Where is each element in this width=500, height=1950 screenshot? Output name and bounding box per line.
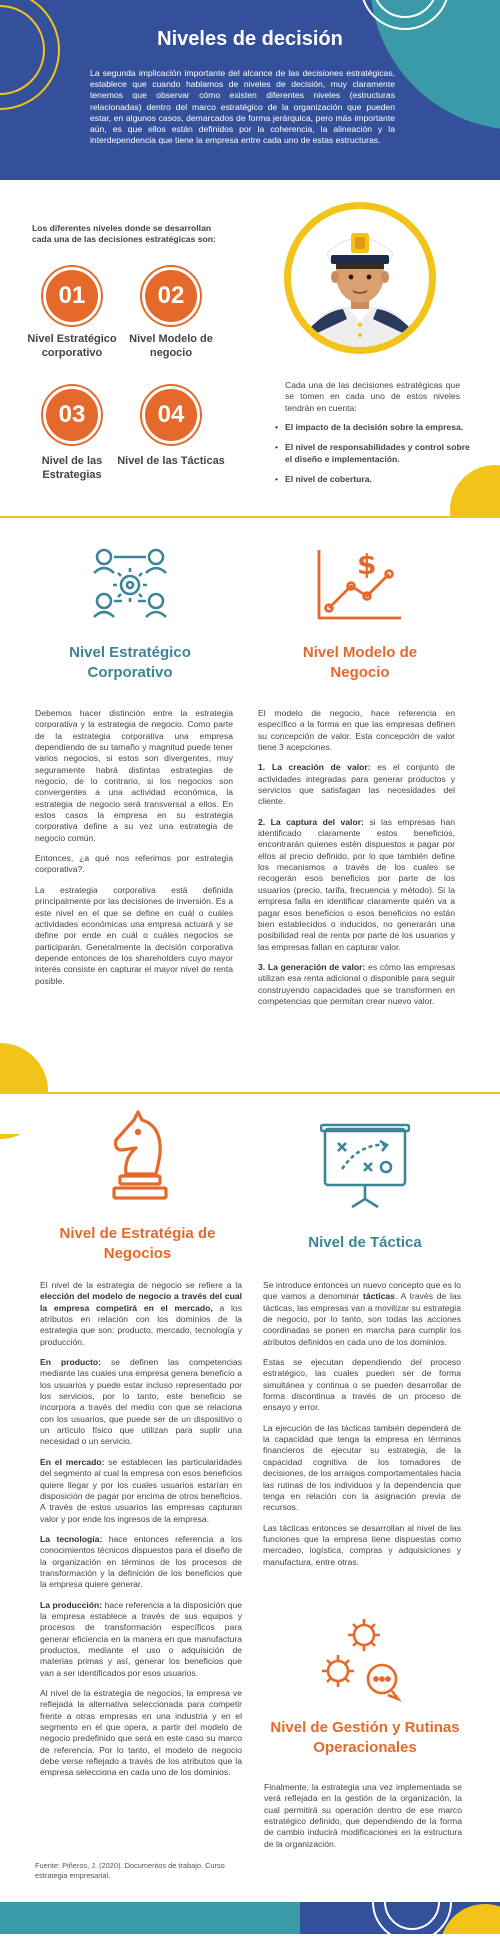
paragraph: Finalmente, la estrategia una vez implementada se verá reflejada en la gestión de la organización, la cual permitirá su operación dentro de ese marco estratégico definido, que dependiendo de la forma de cambio inducirá modificaciones en la estructura de la organización. xyxy=(264,1782,462,1849)
paragraph: Se introduce entonces un nuevo concepto que es lo que vamos a denominar tácticas. A través de las tácticas, las empresas van a movilizar su estrategia de negocio, por lo tanto, son todas las acciones coordinadas se ponen en marcha para cumplir los atributos definidos en cada uno de los dominios. xyxy=(263,1280,461,1347)
divider-mask xyxy=(440,518,500,558)
list-item: • El impacto de la decisión sobre la empresa. xyxy=(275,422,470,433)
footer-bar xyxy=(0,1902,500,1934)
source-citation: Fuente: Piñeros, J. (2020). Documentos de trabajo. Curso estrategia empresarial. xyxy=(35,1861,225,1880)
section-divider xyxy=(0,516,500,518)
levels-intro: Los diferentes niveles donde se desarrollan cada una de las decisiones estratégicas son: xyxy=(32,223,216,245)
paragraph: En el mercado: se establecen las particularidades del segmento al cual la empresa con esos beneficios quiere llegar y por los cuales usuarios estarían en disposición de pagar por encima de otros beneficios. A través de estos usuarios las empresas capturan valor y por ende los ingresos de la empresa. xyxy=(40,1456,242,1524)
level-number-badge: 01 xyxy=(43,267,101,325)
paragraph: Estas se ejecutan dependiendo del proceso estratégico, las cuales pueden ser de forma simultánea y continua o se pueden desarrollar de forma discontinua a través de un proceso de ensayo y error. xyxy=(263,1357,461,1413)
aspects-intro: Cada una de las decisiones estratégicas que se tomen en cada uno de estos niveles tendrán en cuenta: xyxy=(285,380,460,413)
paragraph: 2. La captura del valor: si las empresas han identificado claramente estos beneficios, encontrarán quienes estén dispuestos a pagar por ellos al precio definido, por lo que también define los mecanismos a través de los cuales se recogerán esos beneficios por parte de los usuarios (precio, tarifa, frecuencia y método). Si la empresa falla en identificar claramente quién va a pagar esos beneficios o esos beneficios no están bien establecidos o inducidos, no generarán una posibilidad real de renta por parte de los usuarios y las empresas fallan en capturar valor. xyxy=(258,816,456,952)
chess-knight-icon xyxy=(108,1110,172,1202)
paragraph: Entonces, ¿a qué nos referimos por estrategia corporativa?. xyxy=(35,853,233,875)
tactica-text xyxy=(263,1280,461,1577)
paragraph: La tecnología: hace entonces referencia a los conocimientos técnicos dispuestos para el diseño de la organización en términos de los procesos de transformación y la definición de los beneficios que la empresa quiere generar. xyxy=(40,1533,242,1590)
money-growth-chart-icon xyxy=(315,548,405,623)
tactics-board-icon xyxy=(320,1123,410,1209)
divider-mask xyxy=(0,1094,60,1134)
paragraph: 1. La creación de valor: es el conjunto de actividades integradas para generar productos y servicios que satisfagan las necesidades del cliente. xyxy=(258,762,455,807)
level-label: Nivel de las Tácticas xyxy=(117,455,225,467)
section-title: Nivel de Estratégia de Negocios xyxy=(59,1225,216,1262)
captain-avatar-icon xyxy=(284,202,436,354)
paragraph: La estrategia corporativa está definida principalmente por las decisiones de inversión. Es a este nivel en el que se define en cuál o cuáles actividades económicas una empresa actuará y se define por ende en cuál o cuáles negocios se participarán. Generalmente la decisión corporativa depende entonces de los shareholders cuyo mayor interés consiste en capturar el mayor nivel de renta posible. xyxy=(35,884,233,986)
intro-paragraph: La segunda implicación importante del alcance de las decisiones estratégicas, establece que cuando hablamos de niveles de decisión, muy claramente tenemos que observar cómo existen diferentes niveles (estructuras relacionadas) dentro del marco estratégico de la organización que pueden estar, en algunos casos, demarcados de forma jerárquica, pero más importante aún, es que ellos están definidos por la coherencia, la alineación y la interdependencia que tiene la empresa entre cada uno de estas estructuras. xyxy=(90,68,395,146)
level-label: Nivel Estratégico corporativo xyxy=(27,333,117,359)
section-divider xyxy=(0,1092,500,1094)
level-label: Nivel de las Estrategias xyxy=(41,455,103,481)
paragraph: El nivel de la estrategia de negocio se refiere a la elección del modelo de negocio a través del cual la empresa competirá en el mercado, a los atributos en relación con los dominios de la estrategia que son: producto, mercado, tecnología y producción. xyxy=(40,1280,242,1347)
paragraph: La producción: hace referencia a la disposición que la empresa establece a través de sus equipos y procesos de transformación específicos para generar eficiencia en la manera en que manufactura productos, mediante el uso o adquisición de materias primas y así, generar los beneficios que van a ser identificados por esos usuarios. xyxy=(40,1599,242,1678)
estrategia-text xyxy=(40,1280,242,1788)
svg-text:$: $ xyxy=(357,548,377,581)
section-title: Nivel Modelo de Negocio xyxy=(302,644,418,681)
paragraph: El modelo de negocio, hace referencia en específico a la forma en que las empresas definen su concepción de valor. Esta concepción de valor tiene 3 acepciones. xyxy=(258,708,455,753)
network-people-gear-icon xyxy=(90,545,170,625)
gestion-text xyxy=(264,1782,462,1859)
list-item: • El nivel de cobertura. xyxy=(275,474,470,485)
section-title: Nivel Estratégico Corporativo xyxy=(69,644,191,681)
level-label: Nivel Modelo de negocio xyxy=(129,333,213,359)
list-item: • El nivel de responsabilidades y control sobre el diseño e implementación. xyxy=(275,442,470,465)
gears-chat-icon xyxy=(318,1615,408,1705)
aspects-list xyxy=(275,422,470,494)
page-title: Niveles de decisión xyxy=(157,28,343,50)
section-title: Nivel de Táctica xyxy=(308,1234,422,1251)
paragraph: Debemos hacer distinción entre la estrategia corporativa y la estrategia de negocio. Como parte de la estrategia corporativa una empresa dependiendo de su tamaño y magnitud puede tener varios negocios, si estos son divergentes, muy seguramente habrá distintas estrategias de negocio, de lo contrario, si los negocios son convergentes a una actividad económica, la estrategia de negocio será transversal a ellos. En estos casos la empresa en su estrategia corporativa define a su vez una estrategia de negocio común. xyxy=(35,708,233,843)
paragraph: Las tácticas entonces se desarrollan al nivel de las funciones que la empresa tiene dispuestas como mercadeo, logística, compras y adquisiciones y manufactura, entre otras. xyxy=(263,1522,461,1567)
modelo-text xyxy=(258,708,455,1016)
header-banner xyxy=(0,0,500,180)
section-title: Nivel de Gestión y Rutinas Operacionales xyxy=(270,1719,460,1756)
level-number-badge: 04 xyxy=(142,386,200,444)
level-number-badge: 02 xyxy=(142,267,200,325)
paragraph: La ejecución de las tácticas también dependerá de la capacidad que tenga la empresa en términos financieros de ejecutar su estrategia, de la capacidad cognitiva de los tomadores de decisiones, de los arraigos comportamentales hacia las rutinas de los individuos y la dependencia que tenga en relación con la asignación previa de recursos. xyxy=(263,1422,461,1513)
corporativo-text xyxy=(35,708,233,996)
paragraph: En producto: se definen las competencias mediante las cuales una empresa genera beneficio a los usuarios y puede estar incluso representado por los servicios, por lo tanto, este beneficio se incorpora a través del medio con que se relaciona con los usuarios, que puede ser de un dispositivo o un artículo físico que utilizan para suplir una necesidad o un servicio. xyxy=(40,1357,242,1447)
paragraph: Al nivel de la estrategia de negocios, la empresa ve reflejada la alternativa seleccionada para competir frente a otras empresas en una industria y en el segmento en el que opera, a partir del modelo de negocio predefinido que será en este caso su marco de referencia. Por lo tanto, el modelo de negocio debe verse reflejado a través de los atributos que la empresa selecciona en cada uno de los dominios. xyxy=(40,1688,242,1778)
paragraph: 3. La generación de valor: es cómo las empresas utilizan esa renta adicional o disponible para seguir construyendo capacidades que se transformen en competencias que permitan crear nuevo valor. xyxy=(258,961,456,1006)
level-number-badge: 03 xyxy=(43,386,101,444)
